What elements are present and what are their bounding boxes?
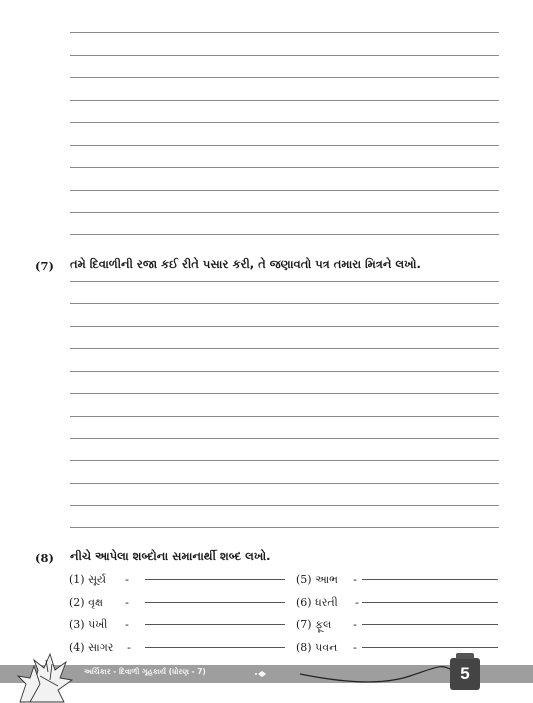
footer-title: અર્ચિકાર - દિવાળી ગૃહકાર્ય (ધોરણ - 7)	[84, 667, 206, 676]
page-number: 5	[450, 658, 480, 690]
question-7-text: તમે દિવાળીની રજા કઈ રીતે પસાર કરી, તે જણાવતો પત્ર તમારા મિત્રને લખો.	[70, 257, 421, 271]
synonym-item-2-dash: -	[125, 596, 129, 609]
leaf-icon	[18, 654, 72, 702]
synonym-item-2: (2) વૃક્ષ	[69, 596, 103, 609]
synonym-item-5-dash: -	[353, 573, 357, 586]
synonym-item-1-dash: -	[125, 573, 129, 586]
synonym-item-1: (1) સૂર્ય	[69, 573, 107, 586]
synonym-item-3: (3) પંખી	[69, 618, 108, 631]
question-8-number: (8)	[35, 551, 54, 565]
synonym-item-4: (4) સાગર	[69, 641, 114, 654]
synonym-item-4-dash: -	[127, 641, 131, 654]
synonym-item-6-dash: -	[355, 596, 359, 609]
synonym-item-8: (8) પવન	[296, 641, 338, 654]
synonym-item-6: (6) ધરતી	[296, 596, 338, 609]
wire-icon	[300, 667, 452, 682]
question-7-number: (7)	[35, 259, 54, 273]
synonym-item-8-dash: -	[353, 641, 357, 654]
synonym-item-7: (7) ફૂલ	[296, 618, 332, 631]
sparkle-icon	[255, 671, 266, 677]
question-8-text: નીચે આપેલા શબ્દોના સમાનાર્થી શબ્દ લખો.	[70, 549, 271, 563]
synonym-item-7-dash: -	[353, 618, 357, 631]
synonym-item-5: (5) આભ	[296, 573, 338, 586]
synonym-item-3-dash: -	[125, 618, 129, 631]
